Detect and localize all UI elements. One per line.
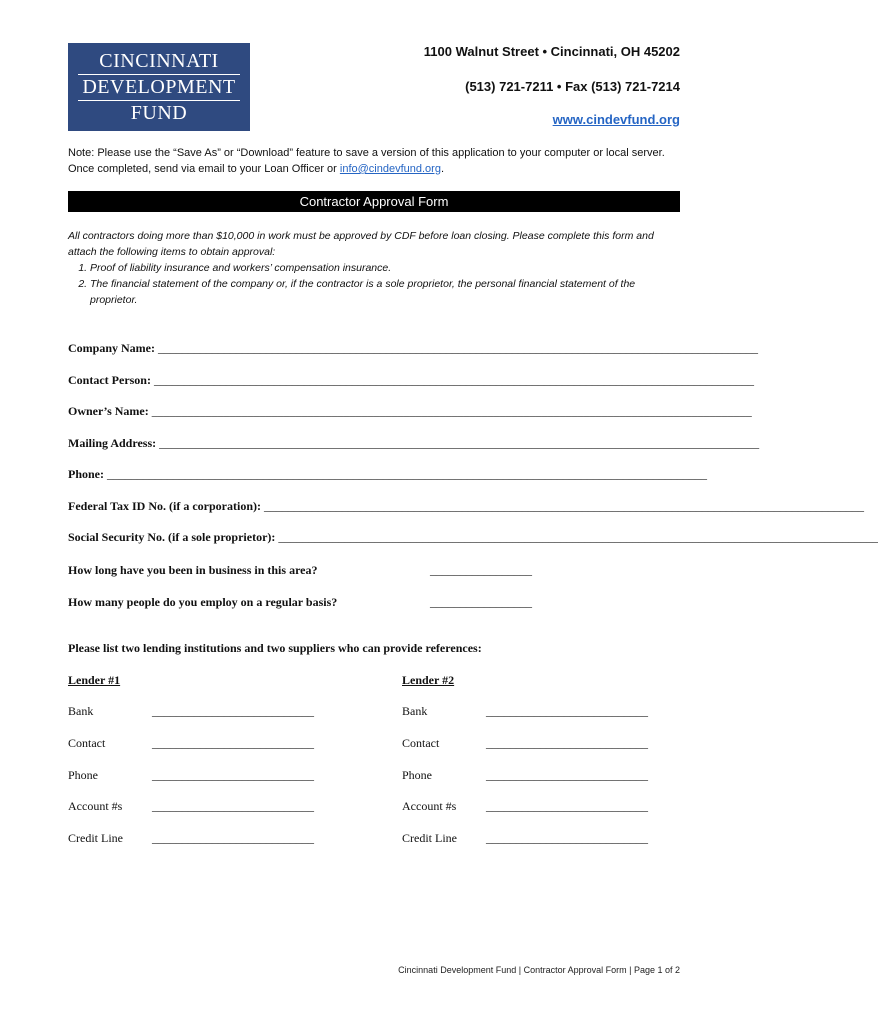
lender-2-contact-label: Contact [402,736,440,750]
page-footer: Cincinnati Development Fund | Contractor Approval Form | Page 1 of 2 [398,965,680,975]
instructions [68,228,680,308]
lender-2-phone-label: Phone [402,768,432,782]
logo-rule [78,74,240,75]
lender-1-title: Lender #1 [68,673,121,687]
lender-1-phone-label: Phone [68,768,98,782]
lender-1-contact-input[interactable]: ___________________________ [152,736,314,750]
website-link[interactable]: www.cindevfund.org [552,112,680,127]
lender-2-phone-input[interactable]: ___________________________ [486,768,648,782]
lender-1-account-label: Account #s [68,799,123,813]
lender-1-bank-label: Bank [68,704,94,718]
lender-1-phone-input[interactable]: ___________________________ [152,768,314,782]
lender-1-bank-input[interactable]: ___________________________ [152,704,314,718]
years-in-business-input[interactable]: _________________ [430,563,532,577]
federal-tax-id-field[interactable]: Federal Tax ID No. (if a corporation): ____________________________________________________________________________________________________ [68,499,864,513]
logo-rule [78,100,240,101]
lender-2-bank-label: Bank [402,704,428,718]
lender-2-bank-input[interactable]: ___________________________ [486,704,648,718]
logo-line-3: FUND [130,101,188,124]
email-link[interactable]: info@cindevfund.org [339,163,441,175]
contact-person-field[interactable]: Contact Person: ____________________________________________________________________________________________________ [68,373,754,387]
years-in-business-label: How long have you been in business in this area? [68,563,318,577]
phone-field[interactable]: Phone: ____________________________________________________________________________________________________ [68,467,707,481]
lender-2-contact-input[interactable]: ___________________________ [486,736,648,750]
lender-1-credit-line-label: Credit Line [68,831,123,845]
company-name-field[interactable]: Company Name: ____________________________________________________________________________________________________ [68,341,758,355]
lender-1-credit-line-input[interactable]: ___________________________ [152,831,314,845]
street-address: 1100 Walnut Street • Cincinnati, OH 45202 [423,44,680,59]
note-text: Note: Please use the “Save As” or “Download” feature to save a version of this application to your computer or local server. Once completed, send via email to your Loan Officer or [68,147,665,175]
lender-2-credit-line-label: Credit Line [402,831,457,845]
save-note [68,145,688,177]
cdf-logo [68,43,250,131]
lender-1-account-input[interactable]: ___________________________ [152,799,314,813]
lender-2-credit-line-input[interactable]: ___________________________ [486,831,648,845]
logo-line-1: CINCINNATI [99,49,219,72]
requirement-item: 1. Proof of liability insurance and workers’ compensation insurance. [90,260,680,276]
form-title-banner: Contractor Approval Form [68,191,680,212]
instructions-text: All contractors doing more than $10,000 in work must be approved by CDF before loan closing. Please complete this form and attach the following items to obtain approval: [68,230,654,258]
owners-name-field[interactable]: Owner’s Name: ____________________________________________________________________________________________________ [68,404,752,418]
requirements-list [68,260,680,308]
lender-2-account-label: Account #s [402,799,457,813]
mailing-address-field[interactable]: Mailing Address: ____________________________________________________________________________________________________ [68,436,760,450]
lender-2-title: Lender #2 [402,673,455,687]
lender-1-contact-label: Contact [68,736,106,750]
note-end: . [440,163,445,175]
lender-2-account-input[interactable]: ___________________________ [486,799,648,813]
employee-count-label: How many people do you employ on a regular basis? [68,595,338,609]
references-heading: Please list two lending institutions and two suppliers who can provide references: [68,641,482,655]
requirement-item: 2. The financial statement of the company or, if the contractor is a sole proprietor, the personal financial statement of the proprietor. [90,276,680,308]
logo-line-2: DEVELOPMENT [82,75,236,98]
employee-count-input[interactable]: _________________ [430,595,532,609]
phone-fax: (513) 721-7211 • Fax (513) 721-7214 [465,79,680,94]
ssn-field[interactable]: Social Security No. (if a sole proprietor): ____________________________________________________________________________________________________ [68,530,878,544]
